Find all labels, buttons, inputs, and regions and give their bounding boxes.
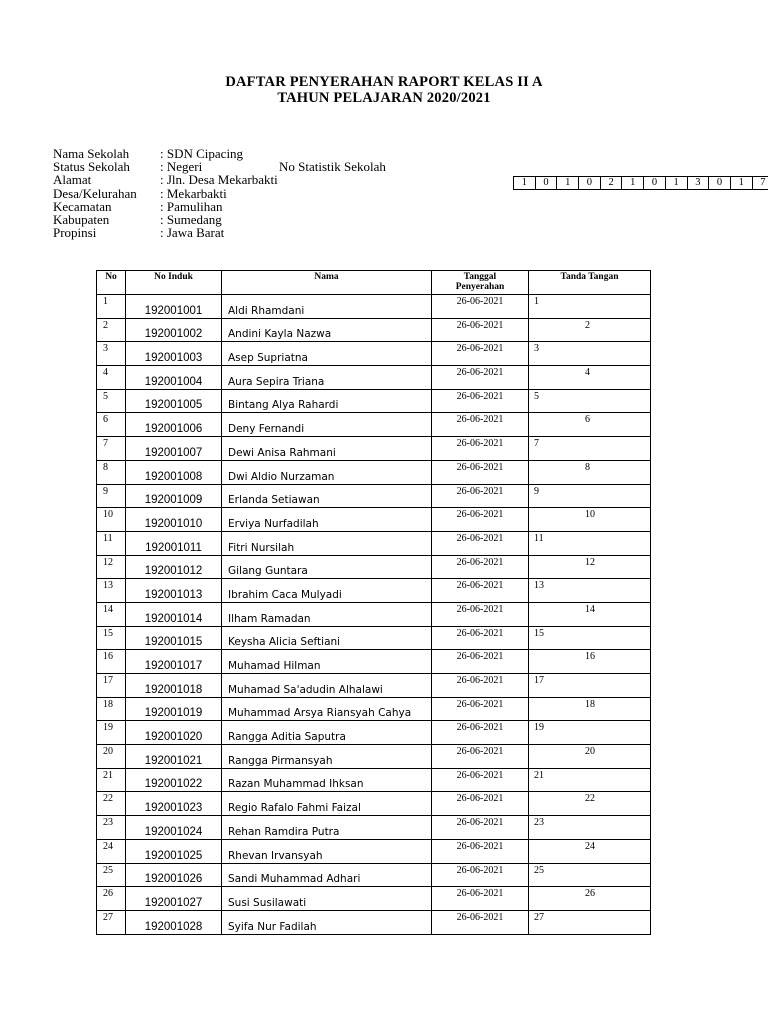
table-row xyxy=(97,721,651,745)
cell-tanda-tangan xyxy=(529,484,651,508)
cell-no-induk: 192001028 xyxy=(126,910,222,934)
cell-tanggal: 26-06-2021 xyxy=(432,863,529,887)
cell-nama: Erviya Nurfadilah xyxy=(222,508,432,532)
cell-nama: Asep Supriatna xyxy=(222,342,432,366)
table-row xyxy=(97,555,651,579)
cell-no-induk: 192001017 xyxy=(126,650,222,674)
signature-number: 1 xyxy=(534,296,539,307)
cell-tanda-tangan xyxy=(529,413,651,437)
cell-no-induk: 192001014 xyxy=(126,602,222,626)
cell-no: 9 xyxy=(97,484,126,508)
cell-no: 27 xyxy=(97,910,126,934)
cell-no: 8 xyxy=(97,460,126,484)
cell-nama: Fitri Nursilah xyxy=(222,531,432,555)
table-row xyxy=(97,579,651,603)
cell-tanda-tangan xyxy=(529,460,651,484)
table-header-row xyxy=(97,271,651,295)
signature-number: 2 xyxy=(585,319,590,331)
cell-tanda-tangan xyxy=(529,697,651,721)
table-row xyxy=(97,531,651,555)
cell-no: 17 xyxy=(97,674,126,698)
cell-no-induk: 192001005 xyxy=(126,389,222,413)
cell-no-induk: 192001023 xyxy=(126,792,222,816)
cell-no: 13 xyxy=(97,579,126,603)
table-row xyxy=(97,792,651,816)
cell-no: 22 xyxy=(97,792,126,816)
cell-nama: Sandi Muhammad Adhari xyxy=(222,863,432,887)
cell-tanda-tangan xyxy=(529,674,651,698)
table-row xyxy=(97,697,651,721)
statistik-label: No Statistik Sekolah xyxy=(279,159,386,175)
cell-no: 12 xyxy=(97,555,126,579)
table-row xyxy=(97,342,651,366)
table-row xyxy=(97,626,651,650)
cell-tanda-tangan xyxy=(529,816,651,840)
header-nama: Nama xyxy=(222,271,432,295)
signature-number: 27 xyxy=(534,911,544,923)
table-row xyxy=(97,768,651,792)
signature-number: 17 xyxy=(534,675,544,686)
cell-tanda-tangan xyxy=(529,531,651,555)
cell-no: 5 xyxy=(97,389,126,413)
cell-no-induk: 192001010 xyxy=(126,508,222,532)
cell-nama: Ibrahim Caca Mulyadi xyxy=(222,579,432,603)
cell-no-induk: 192001009 xyxy=(126,484,222,508)
cell-no-induk: 192001006 xyxy=(126,413,222,437)
table-row xyxy=(97,745,651,769)
table-row xyxy=(97,389,651,413)
cell-nama: Muhammad Arsya Riansyah Cahya xyxy=(222,697,432,721)
statistik-digit: 0 xyxy=(579,177,601,190)
cell-no: 18 xyxy=(97,697,126,721)
cell-tanda-tangan xyxy=(529,745,651,769)
cell-tanda-tangan xyxy=(529,555,651,579)
info-value: : SDN Cipacing xyxy=(160,146,244,161)
cell-no: 3 xyxy=(97,342,126,366)
cell-nama: Rhevan Irvansyah xyxy=(222,839,432,863)
table-row xyxy=(97,460,651,484)
header-tanda-tangan: Tanda Tangan xyxy=(529,271,651,295)
cell-tanggal: 26-06-2021 xyxy=(432,342,529,366)
signature-number: 20 xyxy=(585,746,595,758)
cell-tanggal: 26-06-2021 xyxy=(432,816,529,840)
signature-number: 21 xyxy=(534,769,544,781)
cell-nama: Gilang Guntara xyxy=(222,555,432,579)
cell-tanda-tangan xyxy=(529,887,651,911)
cell-no: 25 xyxy=(97,863,126,887)
cell-nama: Rangga Aditia Saputra xyxy=(222,721,432,745)
cell-tanda-tangan xyxy=(529,721,651,745)
info-value: : Jln. Desa Mekarbakti xyxy=(160,172,278,188)
cell-no-induk: 192001027 xyxy=(126,887,222,911)
document-title: DAFTAR PENYERAHAN RAPORT KELAS II A xyxy=(225,74,543,90)
statistik-digit: 1 xyxy=(514,177,536,190)
cell-tanggal: 26-06-2021 xyxy=(432,437,529,461)
cell-no-induk: 192001026 xyxy=(126,863,222,887)
cell-nama: Muhamad Hilman xyxy=(222,650,432,674)
signature-number: 23 xyxy=(534,817,544,829)
table-row xyxy=(97,318,651,342)
cell-tanggal: 26-06-2021 xyxy=(432,484,529,508)
statistik-digit: 1 xyxy=(622,177,644,190)
info-value: : Negeri xyxy=(160,159,203,175)
cell-nama: Muhamad Sa'adudin Alhalawi xyxy=(222,674,432,698)
cell-no-induk: 192001003 xyxy=(126,342,222,366)
cell-nama: Deny Fernandi xyxy=(222,413,432,437)
header-no-induk: No Induk xyxy=(126,271,222,295)
signature-number: 25 xyxy=(534,864,544,876)
cell-no-induk: 192001022 xyxy=(126,768,222,792)
signature-number: 15 xyxy=(534,627,544,639)
cell-no-induk: 192001001 xyxy=(126,295,222,319)
cell-nama: Aldi Rhamdani xyxy=(222,295,432,319)
cell-nama: Rehan Ramdira Putra xyxy=(222,816,432,840)
cell-no: 1 xyxy=(97,295,126,319)
table-row xyxy=(97,863,651,887)
statistik-digit: 7 xyxy=(753,177,768,190)
cell-no: 14 xyxy=(97,602,126,626)
signature-number: 3 xyxy=(534,343,539,355)
table-row xyxy=(97,413,651,437)
statistik-digit: 1 xyxy=(557,177,579,190)
cell-tanda-tangan xyxy=(529,295,651,319)
cell-tanggal: 26-06-2021 xyxy=(432,674,529,698)
cell-nama: Erlanda Setiawan xyxy=(222,484,432,508)
cell-tanggal: 26-06-2021 xyxy=(432,531,529,555)
cell-tanggal: 26-06-2021 xyxy=(432,721,529,745)
cell-tanda-tangan xyxy=(529,389,651,413)
cell-nama: Susi Susilawati xyxy=(222,887,432,911)
cell-tanda-tangan xyxy=(529,437,651,461)
cell-nama: Ilham Ramadan xyxy=(222,602,432,626)
statistik-digit: 2 xyxy=(601,177,623,190)
cell-tanggal: 26-06-2021 xyxy=(432,910,529,934)
cell-no: 21 xyxy=(97,768,126,792)
info-value: : Jawa Barat xyxy=(160,225,225,241)
table-row xyxy=(97,816,651,840)
signature-number: 26 xyxy=(585,888,595,900)
signature-number: 7 xyxy=(534,438,539,450)
cell-nama: Syifa Nur Fadilah xyxy=(222,910,432,934)
cell-no-induk: 192001013 xyxy=(126,579,222,603)
signature-number: 10 xyxy=(585,509,595,521)
info-value: : Sumedang xyxy=(160,211,222,227)
signature-number: 5 xyxy=(534,390,539,402)
info-label: Status Sekolah xyxy=(53,159,130,175)
signature-number: 12 xyxy=(585,556,595,568)
cell-tanggal: 26-06-2021 xyxy=(432,579,529,603)
signature-number: 4 xyxy=(585,367,590,379)
cell-no-induk: 192001024 xyxy=(126,816,222,840)
signature-number: 19 xyxy=(534,722,544,734)
cell-tanda-tangan xyxy=(529,508,651,532)
cell-tanggal: 26-06-2021 xyxy=(432,555,529,579)
cell-no: 2 xyxy=(97,318,126,342)
signature-number: 16 xyxy=(585,651,595,663)
table-row xyxy=(97,484,651,508)
cell-tanda-tangan xyxy=(529,318,651,342)
signature-number: 14 xyxy=(585,603,595,615)
signature-number: 8 xyxy=(585,461,590,473)
cell-no-induk: 192001011 xyxy=(126,531,222,555)
table-row xyxy=(97,839,651,863)
header-no: No xyxy=(97,271,126,295)
cell-no-induk: 192001021 xyxy=(126,745,222,769)
cell-nama: Dewi Anisa Rahmani xyxy=(222,437,432,461)
table-row xyxy=(97,602,651,626)
cell-no: 24 xyxy=(97,839,126,863)
info-label: Propinsi xyxy=(53,225,97,241)
table-row xyxy=(97,366,651,390)
cell-tanda-tangan xyxy=(529,602,651,626)
cell-tanda-tangan xyxy=(529,792,651,816)
info-label: Kecamatan xyxy=(53,198,112,214)
cell-tanda-tangan xyxy=(529,910,651,934)
signature-number: 18 xyxy=(585,698,595,710)
cell-tanggal: 26-06-2021 xyxy=(432,508,529,532)
signature-number: 13 xyxy=(534,580,544,592)
cell-tanggal: 26-06-2021 xyxy=(432,768,529,792)
info-label: Desa/Kelurahan xyxy=(53,185,137,201)
statistik-digit: 0 xyxy=(536,177,558,190)
cell-nama: Bintang Alya Rahardi xyxy=(222,389,432,413)
cell-tanggal: 26-06-2021 xyxy=(432,366,529,390)
cell-tanggal: 26-06-2021 xyxy=(432,318,529,342)
statistik-digit-boxes xyxy=(513,176,768,190)
info-label: Alamat xyxy=(53,172,92,188)
header-tanggal-line1: Tanggal xyxy=(463,272,497,282)
cell-tanda-tangan xyxy=(529,626,651,650)
cell-nama: Regio Rafalo Fahmi Faizal xyxy=(222,792,432,816)
cell-no-induk: 192001025 xyxy=(126,839,222,863)
cell-nama: Rangga Pirmansyah xyxy=(222,745,432,769)
cell-no-induk: 192001019 xyxy=(126,697,222,721)
cell-tanggal: 26-06-2021 xyxy=(432,887,529,911)
cell-tanggal: 26-06-2021 xyxy=(432,413,529,437)
info-value: : Pamulihan xyxy=(160,198,223,214)
cell-no: 11 xyxy=(97,531,126,555)
cell-no-induk: 192001012 xyxy=(126,555,222,579)
document-subtitle: TAHUN PELAJARAN 2020/2021 xyxy=(277,90,491,106)
table-row xyxy=(97,650,651,674)
signature-number: 6 xyxy=(585,414,590,426)
cell-no: 15 xyxy=(97,626,126,650)
cell-nama: Aura Sepira Triana xyxy=(222,366,432,390)
cell-no: 7 xyxy=(97,437,126,461)
statistik-digit: 1 xyxy=(666,177,688,190)
header-tanggal-line2: Penyerahan xyxy=(455,282,505,292)
cell-no-induk: 192001018 xyxy=(126,674,222,698)
table-row xyxy=(97,887,651,911)
statistik-digit: 0 xyxy=(644,177,666,190)
cell-tanda-tangan xyxy=(529,579,651,603)
statistik-digit: 0 xyxy=(709,177,731,190)
cell-tanggal: 26-06-2021 xyxy=(432,792,529,816)
cell-tanda-tangan xyxy=(529,650,651,674)
table-row xyxy=(97,674,651,698)
signature-number: 22 xyxy=(585,793,595,805)
signature-number: 24 xyxy=(585,840,595,852)
cell-tanggal: 26-06-2021 xyxy=(432,626,529,650)
table-row xyxy=(97,437,651,461)
cell-nama: Razan Muhammad Ihksan xyxy=(222,768,432,792)
cell-tanda-tangan xyxy=(529,366,651,390)
cell-tanggal: 26-06-2021 xyxy=(432,295,529,319)
statistik-digit: 1 xyxy=(731,177,753,190)
header-tanggal-penyerahan xyxy=(432,271,529,295)
cell-no: 16 xyxy=(97,650,126,674)
cell-no: 10 xyxy=(97,508,126,532)
cell-tanggal: 26-06-2021 xyxy=(432,697,529,721)
info-label: Nama Sekolah xyxy=(53,146,130,161)
cell-tanda-tangan xyxy=(529,768,651,792)
cell-tanggal: 26-06-2021 xyxy=(432,650,529,674)
table-row xyxy=(97,508,651,532)
cell-nama: Keysha Alicia Seftiani xyxy=(222,626,432,650)
cell-tanggal: 26-06-2021 xyxy=(432,602,529,626)
statistik-digit: 3 xyxy=(688,177,710,190)
cell-nama: Andini Kayla Nazwa xyxy=(222,318,432,342)
cell-tanda-tangan xyxy=(529,839,651,863)
cell-no: 6 xyxy=(97,413,126,437)
cell-no-induk: 192001002 xyxy=(126,318,222,342)
cell-tanda-tangan xyxy=(529,342,651,366)
cell-tanggal: 26-06-2021 xyxy=(432,745,529,769)
cell-tanggal: 26-06-2021 xyxy=(432,839,529,863)
cell-no-induk: 192001007 xyxy=(126,437,222,461)
cell-no-induk: 192001020 xyxy=(126,721,222,745)
info-label: Kabupaten xyxy=(53,211,110,227)
cell-no: 26 xyxy=(97,887,126,911)
cell-no: 19 xyxy=(97,721,126,745)
signature-number: 9 xyxy=(534,485,539,497)
cell-tanggal: 26-06-2021 xyxy=(432,460,529,484)
table-row xyxy=(97,910,651,934)
cell-no-induk: 192001015 xyxy=(126,626,222,650)
cell-no: 4 xyxy=(97,366,126,390)
signature-number: 11 xyxy=(534,532,544,544)
table-row xyxy=(97,295,651,319)
cell-tanggal: 26-06-2021 xyxy=(432,389,529,413)
info-value: : Mekarbakti xyxy=(160,185,227,201)
raport-handover-table xyxy=(96,270,651,935)
cell-tanda-tangan xyxy=(529,863,651,887)
cell-no-induk: 192001008 xyxy=(126,460,222,484)
cell-nama: Dwi Aldio Nurzaman xyxy=(222,460,432,484)
cell-no: 20 xyxy=(97,745,126,769)
cell-no: 23 xyxy=(97,816,126,840)
cell-no-induk: 192001004 xyxy=(126,366,222,390)
